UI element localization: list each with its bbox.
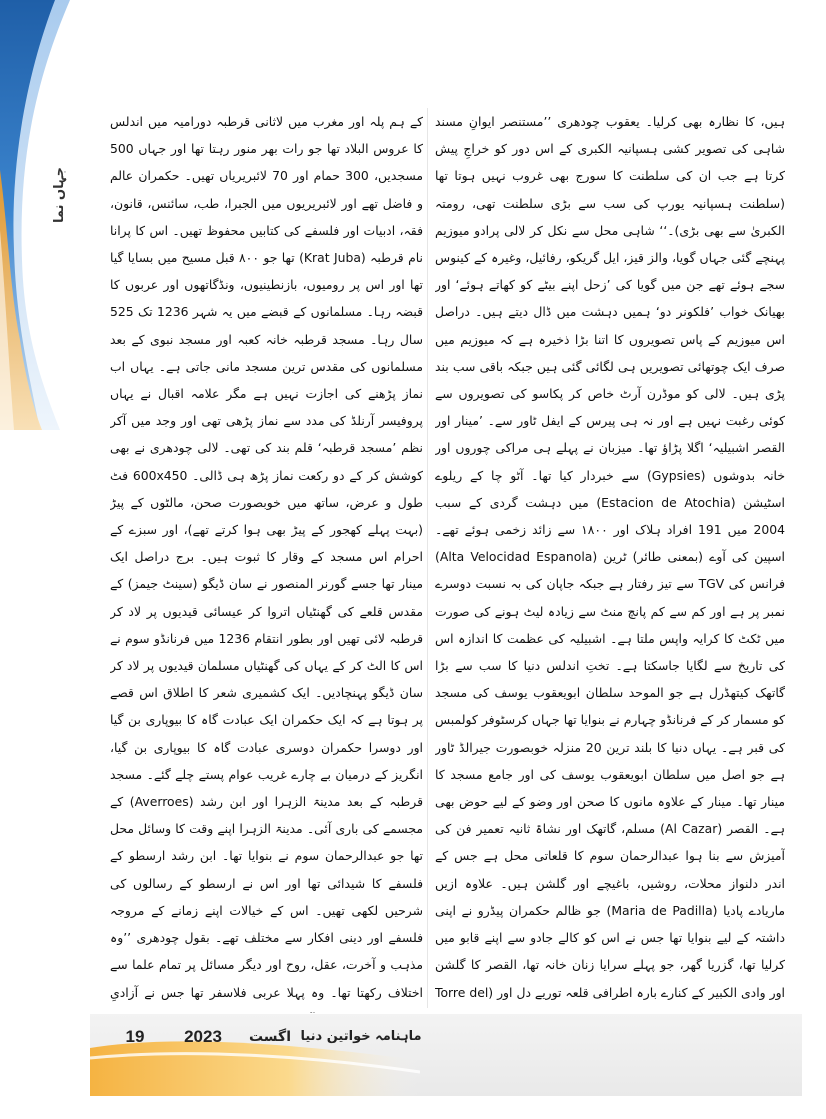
column-divider <box>427 108 428 1008</box>
article-column-right <box>435 108 785 1013</box>
article-column-left <box>110 108 423 1013</box>
section-title: جہاں نما <box>52 167 67 223</box>
footer-year: 2023 <box>184 1027 222 1046</box>
footer-magazine-name: ماہنامہ خواتین دنیا <box>300 1029 422 1044</box>
footer-month: اگست <box>248 1029 291 1045</box>
column-text-left: کے ہم پلہ اور مغرب میں لاثانی قرطبہ دورامیہ میں اندلس کا عروس البلاد تھا جو رات بھر منور رہتا تھا اور جہاں 500 مسجدیں، 300 حمام اور 70 لائبریریاں تھیں۔ حکمران عالم و فاضل تھے اور لائبریریوں میں الجبرا، طب، سائنس، قانون، فقہ، ادبیات اور فلسفے کی کتابیں محفوظ تھیں۔ اس کا پرانا نام قرطبہ (Krat Juba) تھا جو ۸۰۰ قبل مسیح میں بسایا گیا تھا اور اس پر رومیوں، بازنطینیوں، ونڈگاتھوں اور عربوں کا قبضہ رہا۔ مسلمانوں کے قبضے میں یہ شہر 1236 تک 525 سال رہا۔ مسجد قرطبہ خانہ کعبہ اور مسجد نبوی کے بعد مسلمانوں کی مقدس ترین مسجد مانی جاتی ہے۔ یہاں اب نماز پڑھنے کی اجازت نہیں ہے مگر علامہ اقبال نے یہاں پروفیسر آرنلڈ کی مدد سے نماز پڑھی تھی اور وجد میں آکر نظم ’مسجد قرطبہ‘ قلم بند کی تھی۔ لالی چودھری نے بھی کوشش کر کے دو رکعت نماز پڑھ ہی ڈالی۔ 600x450 فٹ طول و عرض، ساتھ میں خوبصورت صحن، مالٹوں کے پیڑ (بہت پہلے کھجور کے پیڑ بھی ہوا کرتے تھے)، اور سبزے کے احرام اس مسجد کے وقار کا ثبوت ہیں۔ برج دراصل ایک مینار تھا جسے گورنر المنصور نے سان ڈیگو (سینٹ جیمز) کے مقدس قلعے کی گھنٹیاں اتروا کر عیسائی قیدیوں پر لاد کر قرطبہ لائی تھیں اور بطور انتقام 1236 میں فرنانڈو سوم نے اس کا الٹ کر کے یہاں کی گھنٹیاں مسلمان قیدیوں پر لاد کر سان ڈیگو پہنچادیں۔ ایک کشمیری شعر کا اطلاق اس قصے پر ہوتا ہے کہ ایک حکمران ایک عبادت گاہ کا بیوپاری بن گیا اور دوسرا حکمران دوسری عبادت گاہ کا بیوپاری بن گیا، انگریز کے درمیان بے چارے غریب عوام پستے چلے گئے۔ مسجد قرطبہ کے بعد مدینۃ الزہرا اور ابن رشد (Averroes) کے مجسمے کی باری آئی۔ مدینۃ الزہرا اپنے وقت کا وسائل محل تھا جو عبدالرحمان سوم نے بنوایا تھا۔ ابن رشد ارسطو کے فلسفے کا شیدائی تھا اور اس نے ارسطو کے رسالوں کی شرحیں لکھی تھیں۔ اس کے خیالات اپنے زمانے کے مروجہ فلسفے اور دینی افکار سے مختلف تھے۔ بقول چودھری ’’وہ مذہب و آخرت، عقل، روح اور دیگر مسائل پر تمام علما سے اختلاف رکھتا تھا۔ وہ پہلا عربی فلاسفر تھا جس نے آزادیِ <box>110 114 423 1000</box>
page-number: 19 <box>125 1027 145 1046</box>
column-text-right: ہیں، کا نظارہ بھی کرلیا۔ یعقوب چودھری ’’مستنصر ایوانِ مسند شاہی کی تصویر کشی ہسپانیہ الکبری کے اس دور کو خراجِ پیش کرتا ہے جب ان کی سلطنت کا سورج بھی غروب نہیں ہوتا تھا (سلطنت ہسپانیہ یورپ کی سب سے بڑی سلطنت تھی، رومتہ الکبریٰ سے بھی بڑی)۔‘‘ شاہی محل سے نکل کر لالی پرادو میوزیم پہنچے گئی جہاں گویا، والز قیز، ایل گریکو، رفائیل، وغیرہ کے کینوس سجے ہوئے تھے جن میں گویا کی ’زحل اپنے بیٹے کو کھاتے ہوئے‘ اور بھیانک خواب ’فلکونر دو‘ ہمیں دہشت میں ڈال دیتے ہیں۔ دراصل اس میوزیم کے پاس تصویروں کا اتنا بڑا ذخیرہ ہے کہ میوزیم میں صرف ایک چوتھائی تصویریں ہی لگائی گئی ہیں جبکہ باقی سب بند پڑی ہیں۔ لالی کو موڈرن آرٹ خاص کر پکاسو کی تصویروں سے کوئی رغبت نہیں ہے اور نہ ہی پیرس کے ایفل ٹاور سے۔ ’مینار اور القصر اشبیلیہ‘ اگلا پڑاؤ تھا۔ میزبان نے پہلے ہی مراکی چوروں اور خانہ بدوشوں (Gypsies) سے خبردار کیا تھا۔ آٹو چا کے ریلوے اسٹیشن (Estacion de Atochia) میں دہشت گردی کے سبب 2004 میں 191 افراد ہلاک اور ۱۸۰۰ سے زائد زخمی ہوئے تھے۔ اسپین کی آوے (بمعنی طائر) ٹرین (Alta Velocidad Espanola) فرانس کی TGV سے تیز رفتار ہے جبکہ جاپان کی بہ نسبت دوسرے نمبر پر ہے اور کم سے کم پانچ منٹ سے زیادہ لیٹ ہونے کی صورت میں ٹکٹ کا کرایہ واپس ملتا ہے۔ اشبیلیہ کی عظمت کا اندازہ اس کی تاریخ سے لگایا جاسکتا ہے۔ تختِ اندلس دنیا کا سب سے بڑا گاتھک کیتھڈرل ہے جو الموحد سلطان ابویعقوب یوسف کی مسجد کو مسمار کر کے فرنانڈو چہارم نے بنوایا تھا جہاں کرسٹوفر کولمبس کی قبر ہے۔ یہاں دنیا کا بلند ترین 20 منزلہ خوبصورت جیرالڈ ٹاور ہے جو اصل میں سلطان ابویعقوب یوسف کی اور جامع مسجد کا مینار تھا۔ مینار کے علاوہ مانوں کا صحن اور وضو کے لیے حوض بھی ہے۔ القصر (Al Cazar) مسلم، گاتھک اور نشاۃ ثانیہ تعمیر فن کی آمیزش سے بنا ہوا عبدالرحمان سوم کا قلعاتی محل ہے جس کے اندر دلنواز محلات، روشیں، باغیچے اور گلشن ہیں۔ علاوہ ازیں ماریادے پادیا (Maria de Padilla) جو ظالم حکمران پیڈرو نے اپنی داشتہ کے لیے بنوایا تھا جس نے اس کو کالے جادو سے اپنے قابو میں کرلیا تھا، گزریا گھر، جو پہلے سرایا زنان خانہ تھا، القصر کا گلشن اور وادی الکبیر کے کنارے بارہ اطرافی قلعہ توریے دل اور (Torre del <box>435 114 785 1000</box>
